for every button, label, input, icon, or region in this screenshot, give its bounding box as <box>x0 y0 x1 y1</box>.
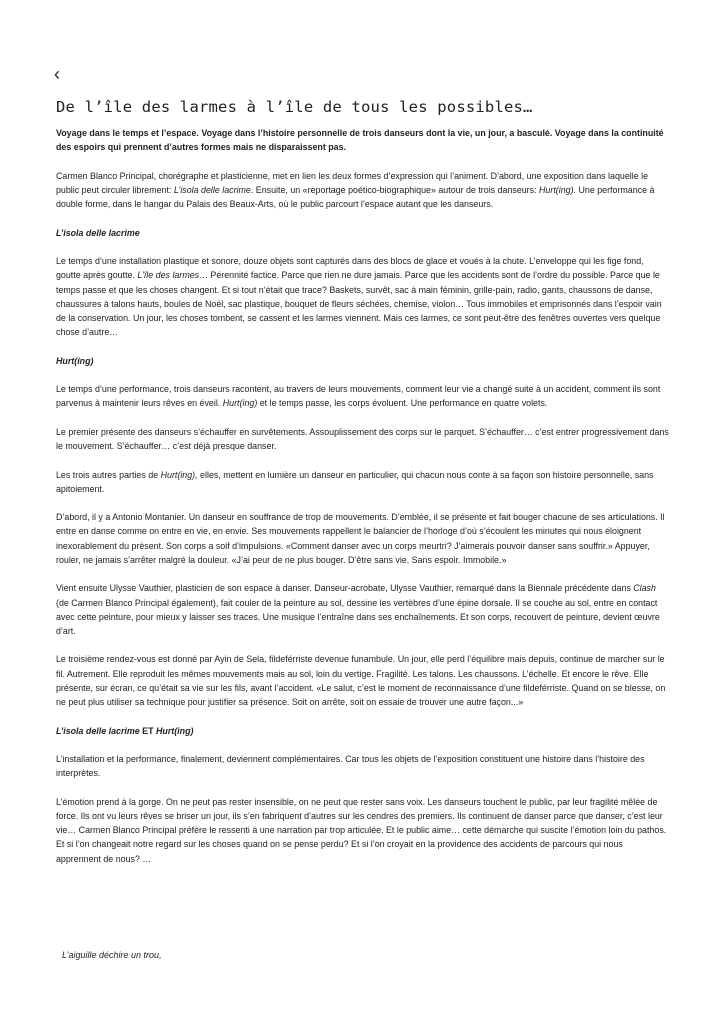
page-title: De l’île des larmes à l’île de tous les possibles… <box>56 98 533 116</box>
work-title: Hurt(ing). <box>539 184 577 195</box>
paragraph: Le temps d’une performance, trois danseurs racontent, au travers de leurs mouvements, comment leur vie a changé suite à un accident, comment ils sont parvenus à maintenir leurs rêves en éveil. Hurt(ing) et le temps passe, les corps évoluent. Une performance en quatre volets. <box>56 384 661 409</box>
paragraph: Le temps d’une installation plastique et sonore, douze objets sont capturés dans des blocs de glace et voués à la chute. L’enveloppe qui les fige fond, goutte après goutte. L’île des larmes… Pérennité factice. Parce que rien ne dure jamais. Parce que les accidents sont de l’ordre du possible. Parce que le temps passe et que les choses changent. Et si tout n’était que trace? Baskets, survêt, sac à main féminin, grille-pain, radio, gants, chaussons de danse, chaussures à talons hauts, boules de Noël, sac plastique, bouquet de fleurs séchées, chemise, violon… Tous immobiles et emprisonnés dans l’espoir vain de la conservation. Un jour, les choses tombent, se cassent et les larmes viennent. Mais ces larmes, ce sont peut-être des fenêtres ouvertes vers quelque chose d’autre… <box>56 256 662 338</box>
paragraph: L’installation et la performance, finalement, deviennent complémentaires. Car tous les objets de l’exposition constituent une histoire dans l’histoire des interprètes. <box>56 754 645 779</box>
paragraph: Vient ensuite Ulysse Vauthier, plasticien de son espace à danser. Danseur-acrobate, Ulysse Vauthier, remarqué dans la Biennale précédente dans Clash (de Carmen Blanco Principal également), fait couler de la peinture au sol, dessine les vertèbres d’une épine dorsale. Il se couche au sol, entre en contact avec cette peinture, pour mieux y laisser ses traces. Une musique l’entraîne dans ses enchaînements. Et son corps, recouvert de peinture, devient œuvre d’art. <box>56 583 660 636</box>
section-heading: L’isola delle lacrime <box>56 227 140 238</box>
footer-note: L’aiguille déchire un trou, <box>62 950 162 960</box>
back-chevron-icon[interactable]: ‹ <box>54 64 60 84</box>
intro-paragraph <box>56 169 669 212</box>
paragraph: Le troisième rendez-vous est donné par Ayin de Sela, fildeférriste devenue funambule. Un jour, elle perd l’équilibre mais depuis, continue de marcher sur le fil. Autrement. Elle reproduit les mêmes mouvements mais au sol, loin du vertige. Fragilité. Les talons. Les chaussons. L’échelle. Et encore le rêve. Elle présente, sur écran, ce qu’était sa vie sur les fils, avant l’accident. «Le salut, c’est le moment de reconnaissance d’une fildeférriste. Quand on se blesse, on ne peut plus utiliser sa technique pour justifier sa présence. Soit on arrête, soit on essaie de trouver une autre façon...» <box>56 654 666 708</box>
text: Carmen Blanco Principal, chorégraphe et plasticienne, met en lien les deux formes d’expression qui l’animent. D’abord, une exposition dans laquelle le public peut circuler librement: <box>56 170 649 195</box>
paragraph: L’émotion prend à la gorge. On ne peut pas rester insensible, on ne peut que rester sans voix. Les danseurs touchent le public, par leur fragilité mêlée de force. Ils ont vu leurs rêves se briser un jour, ils s’en fabriquent d’autres sur les cendres des premiers. Ils continuent de danser parce que danser, c’est leur vie… Carmen Blanco Principal préfère le ressenti à une narration par trop articulée. Et le public aime… cette démarche qui suscite l’émotion loin du pathos. Et si l’on changeait notre regard sur les choses quand on se pense perdu? Et si l’on croyait en la providence des accidents de parcours qui nous apprennent de nous? … <box>56 796 667 864</box>
paragraph: D’abord, il y a Antonio Montanier. Un danseur en souffrance de trop de mouvements. D’emblée, il se présente et fait bouger chacune de ses articulations. Il entre en danse comme on entre en vie, en envie. Ses mouvements rappellent le balancier de l’horloge d’où s’écoulent les minutes qui nous éloignent inexorablement du présent. Son corps a soif d’impulsions. «Comment danser avec un corps meurtri? J’aimerais pouvoir danser sans souffrir.» Appuyer, rouler, ne jamais s’arrêter malgré la douleur. «J’ai peur de ne plus bouger. D’être sans vie. Sans espoir. Immobile.» <box>56 512 665 565</box>
article-body <box>56 126 669 880</box>
section-heading: L’isola delle lacrime ET Hurt(ing) <box>56 725 194 736</box>
text: . Ensuite, un «reportage poético-biographique» autour de trois danseurs: <box>250 184 540 195</box>
section-heading: Hurt(ing) <box>56 355 94 366</box>
paragraph: Les trois autres parties de Hurt(ing), elles, mettent en lumière un danseur en particulier, qui chacun nous conte à sa façon son histoire personnelle, sans apitoiement. <box>56 469 654 494</box>
lead-paragraph: Voyage dans le temps et l’espace. Voyage dans l’histoire personnelle de trois danseurs dont la vie, un jour, a basculé. Voyage dans la continuité des espoirs qui prennent d’autres formes mais ne disparaissent pas. <box>56 128 664 153</box>
paragraph: Le premier présente des danseurs s’échauffer en survêtements. Assouplissement des corps sur le parquet. S’échauffer… c’est entrer progressivement dans le mouvement. S’échauffer… c’est déjà presque danser. <box>56 426 669 452</box>
work-title: L’isola delle lacrime <box>173 184 251 195</box>
text: Une performance à double forme, dans le hangar du Palais des Beaux-Arts, où le public parcourt l’espace autant que les danseurs. <box>56 184 655 210</box>
